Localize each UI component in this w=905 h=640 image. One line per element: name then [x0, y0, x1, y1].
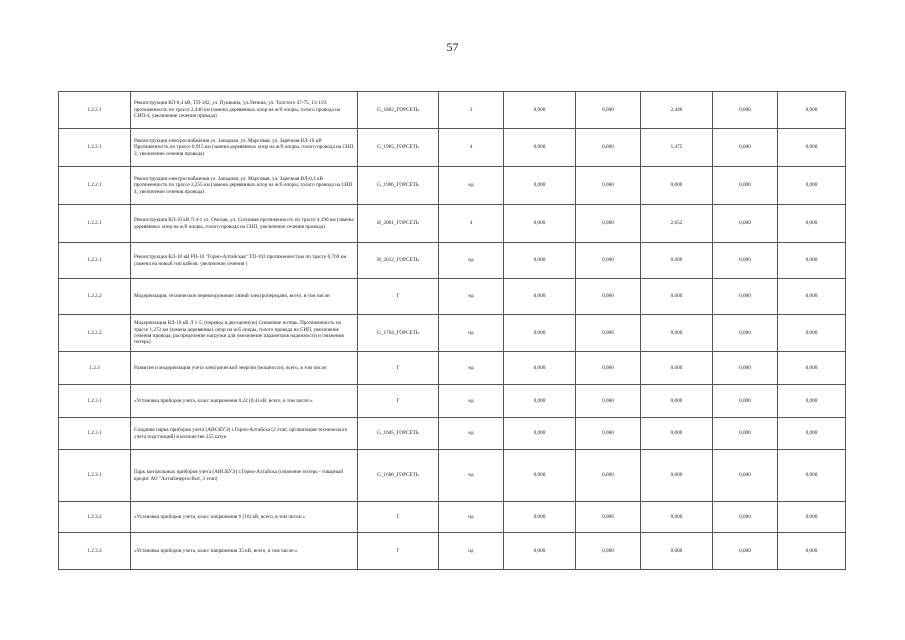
row-year: 4 [439, 205, 504, 243]
row-value-2: 0,000 [576, 129, 641, 167]
row-value-4: 0,000 [713, 502, 778, 533]
row-value-2: 0,000 [576, 167, 641, 205]
row-value-3: 0,000 [641, 450, 713, 502]
row-value-2: 0,000 [576, 385, 641, 418]
row-value-4: 0,000 [713, 243, 778, 279]
investment-program-table [58, 91, 846, 570]
row-year: нд [439, 243, 504, 279]
row-code: 1.2.3.1 [59, 385, 131, 418]
row-value-3: 2,652 [641, 205, 713, 243]
table-row [59, 205, 846, 243]
row-value-5: 0,000 [778, 450, 846, 502]
row-value-2: 0,000 [576, 205, 641, 243]
table-row [59, 279, 846, 315]
row-value-3: 0,000 [641, 418, 713, 450]
row-project-id: Г [358, 279, 439, 315]
row-year: 4 [439, 129, 504, 167]
row-description: Реконструкция ВЛ-10 кВ Л 4-1 ул. Омская, ул. Сосновая протяженность по трассе 4,190 км (замена деревянных опор на ж/б опоры, голого провода на СИП, увеличение сечения провода) [131, 205, 358, 243]
table-row [59, 450, 846, 502]
row-year: нд [439, 533, 504, 570]
row-value-2: 0,000 [576, 502, 641, 533]
row-project-id: G_1906_ГОРСЕТЬ [358, 167, 439, 205]
row-value-3: 2,440 [641, 92, 713, 129]
row-year: нд [439, 279, 504, 315]
row-year: нд [439, 167, 504, 205]
row-project-id: Г [358, 352, 439, 385]
row-description: Развитие и модернизация учета электрической энергии (мощности), всего, в том числе: [131, 352, 358, 385]
row-project-id: Г [358, 502, 439, 533]
row-value-5: 0,000 [778, 385, 846, 418]
row-project-id: H_2012_ГОРСЕТЬ [358, 243, 439, 279]
row-description: Модернизация, техническое перевооружение линий электропередачи, всего, в том числе: [131, 279, 358, 315]
row-code: 1.2.2.2 [59, 279, 131, 315]
row-value-3: 0,000 [641, 315, 713, 352]
row-value-3: 0,000 [641, 533, 713, 570]
row-value-3: 0,000 [641, 243, 713, 279]
row-year: нд [439, 385, 504, 418]
row-value-5: 0,000 [778, 167, 846, 205]
row-value-4: 0,000 [713, 92, 778, 129]
row-project-id: Г [358, 533, 439, 570]
row-value-3: 0,000 [641, 385, 713, 418]
row-code: 1.2.2.2 [59, 315, 131, 352]
row-description: Реконструкция электроснабжения ул. Западная, ул. Марсовая, ул. Заречная ВЛ-0,4 кВ протяженность по трассе 2,255 км (замена деревянных опор на ж/б опоры, голого провода на СИП 4, увеличение сечения провода) [131, 167, 358, 205]
row-value-5: 0,000 [778, 418, 846, 450]
table-row [59, 352, 846, 385]
row-code: 1.2.3.1 [59, 418, 131, 450]
row-code: 1.2.3.3 [59, 533, 131, 570]
row-value-2: 0,000 [576, 533, 641, 570]
row-project-id: Г [358, 385, 439, 418]
row-value-5: 0,000 [778, 129, 846, 167]
table-row [59, 167, 846, 205]
row-code: 1.2.2.1 [59, 243, 131, 279]
page-number: 57 [446, 40, 459, 54]
row-value-4: 0,000 [713, 279, 778, 315]
row-year: нд [439, 418, 504, 450]
row-code: 1.2.3 [59, 352, 131, 385]
table-row [59, 418, 846, 450]
table-row [59, 385, 846, 418]
row-value-5: 0,000 [778, 502, 846, 533]
row-project-id: G_1606_ГОРСЕТЬ [358, 450, 439, 502]
row-year: нд [439, 352, 504, 385]
row-value-1: 0,000 [504, 167, 576, 205]
table-row [59, 243, 846, 279]
row-value-4: 0,000 [713, 352, 778, 385]
row-description: Модернизация ВЛ-10 кВ Л 1-5, (перевод в двухцепную) Снижение потерь. Протяженность по трассе 1,272 км (замена деревянных опор на ж/б опоры, голого провода на СИП, увеличение сечения провода, распределение нагрузки для увеличение параметров надежности и снижения потерь) [131, 315, 358, 352]
row-value-2: 0,000 [576, 418, 641, 450]
row-value-2: 0,000 [576, 352, 641, 385]
row-project-id: H_2001_ГОРСЕТЬ [358, 205, 439, 243]
row-value-4: 0,000 [713, 533, 778, 570]
row-project-id: G_1802_ГОРСЕТЬ [358, 92, 439, 129]
row-value-3: 1,475 [641, 129, 713, 167]
row-description: Реконструкция электроснабжения ул. Западная, ул. Марсовая, ул. Заречная ВЛ-10 кВ Протяженность по трассе 0,915 км (замена деревянных опор на ж/б опоры, голого провода на СИП 3, увеличение сечения провода) [131, 129, 358, 167]
row-value-4: 0,000 [713, 315, 778, 352]
row-description: Реконструкция ВЛ-0,4 кВ, ТП-182, ул. Пушкина, ул.Ленина, ул. Толстого 47-75, 13-119; протяженность по трассе 2,440 км (замена деревянных опор на ж/б опоры, голого провода на СИП-4, увеличение сечения провода) [131, 92, 358, 129]
row-value-5: 0,000 [778, 243, 846, 279]
row-year: 3 [439, 92, 504, 129]
row-project-id: G_1905_ГОРСЕТЬ [358, 129, 439, 167]
table-body [59, 92, 846, 570]
row-description: «Установка приборов учета, класс напряжения 6 (10) кВ, всего, в том числе:» [131, 502, 358, 533]
row-year: нд [439, 450, 504, 502]
row-description: Создание парка приборов учета (АИСКУЭ) г.Горно-Алтайска (2 этап. организация технического учета подстанций) в количестве 255 штук [131, 418, 358, 450]
row-project-id: G_1704_ГОРСЕТЬ [358, 315, 439, 352]
row-value-1: 0,000 [504, 385, 576, 418]
row-value-1: 0,000 [504, 315, 576, 352]
row-description: «Установка приборов учета, класс напряжения 35 кВ, всего, в том числе:» [131, 533, 358, 570]
table-row [59, 533, 846, 570]
row-code: 1.2.2.1 [59, 92, 131, 129]
row-value-5: 0,000 [778, 205, 846, 243]
row-project-id: G_1605_ГОРСЕТЬ [358, 418, 439, 450]
row-value-1: 0,000 [504, 279, 576, 315]
row-value-4: 0,000 [713, 450, 778, 502]
row-value-4: 0,000 [713, 418, 778, 450]
row-value-4: 0,000 [713, 167, 778, 205]
row-value-1: 0,000 [504, 205, 576, 243]
row-value-2: 0,000 [576, 315, 641, 352]
row-value-1: 0,000 [504, 533, 576, 570]
row-description: Реконструкция КЛ-10 кВ РП-10 "Горно-Алтайская" ТП-103 протяженностью по трассе 0,769 км (замена на новый тип кабеля, увеличение сечения ) [131, 243, 358, 279]
table-row [59, 92, 846, 129]
row-value-4: 0,000 [713, 385, 778, 418]
row-value-4: 0,000 [713, 129, 778, 167]
row-value-5: 0,000 [778, 352, 846, 385]
row-value-5: 0,000 [778, 92, 846, 129]
row-code: 1.2.2.1 [59, 129, 131, 167]
row-year: нд [439, 315, 504, 352]
row-value-2: 0,000 [576, 243, 641, 279]
row-code: 1.2.3.1 [59, 450, 131, 502]
row-value-1: 0,000 [504, 243, 576, 279]
row-value-1: 0,000 [504, 92, 576, 129]
row-value-5: 0,000 [778, 279, 846, 315]
row-value-1: 0,000 [504, 418, 576, 450]
row-value-2: 0,000 [576, 279, 641, 315]
table-row [59, 315, 846, 352]
row-value-2: 0,000 [576, 92, 641, 129]
row-value-1: 0,000 [504, 129, 576, 167]
row-code: 1.2.2.1 [59, 205, 131, 243]
table-row [59, 502, 846, 533]
row-value-1: 0,000 [504, 502, 576, 533]
row-year: нд [439, 502, 504, 533]
row-value-2: 0,000 [576, 450, 641, 502]
row-value-3: 0,000 [641, 502, 713, 533]
row-value-5: 0,000 [778, 533, 846, 570]
table-row [59, 129, 846, 167]
row-value-3: 0,000 [641, 352, 713, 385]
row-value-3: 0,000 [641, 279, 713, 315]
row-value-5: 0,000 [778, 315, 846, 352]
row-value-1: 0,000 [504, 352, 576, 385]
row-value-3: 0,000 [641, 167, 713, 205]
row-description: «Установка приборов учета, класс напряжения 0,22 (0,4) кВ, всего, в том числе:» [131, 385, 358, 418]
row-value-4: 0,000 [713, 205, 778, 243]
row-code: 1.2.3.2 [59, 502, 131, 533]
row-description: Парк контрольных приборов учета (АИСКУЭ) г.Горно-Алтайска (снижение потерь - товарный кредит АО "Алтайэнергосбыт, 3 этап) [131, 450, 358, 502]
row-value-1: 0,000 [504, 450, 576, 502]
row-code: 1.2.2.1 [59, 167, 131, 205]
